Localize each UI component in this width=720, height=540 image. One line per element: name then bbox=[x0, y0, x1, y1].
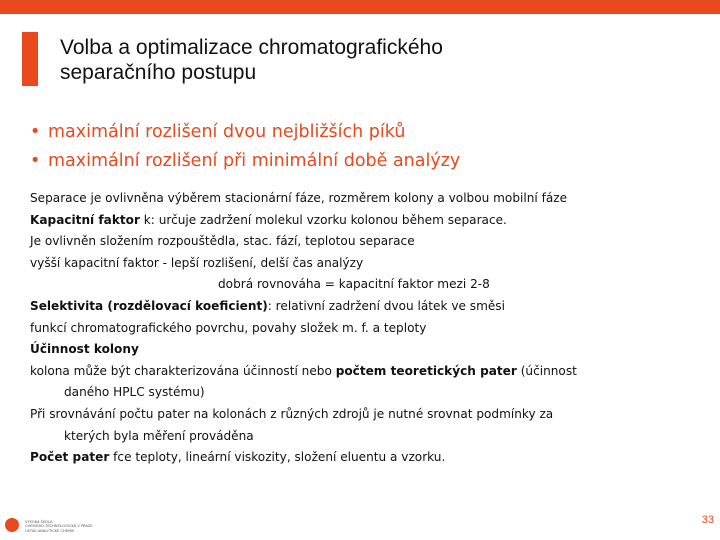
term-selectivity: Selektivita (rozdělovací koeficient) bbox=[30, 298, 268, 313]
title-accent-bar bbox=[22, 32, 38, 86]
footer-logo bbox=[5, 517, 125, 537]
term-plate-count: Počet pater bbox=[30, 450, 110, 465]
bullet-list bbox=[30, 118, 710, 176]
slide-title-line-1: Volba a optimalizace chromatografického bbox=[60, 36, 443, 59]
slide-title bbox=[60, 35, 700, 85]
logo-icon bbox=[5, 518, 19, 532]
bullet-text: maximální rozlišení dvou nejbližších píků bbox=[48, 122, 406, 142]
bullet-icon: • bbox=[30, 151, 41, 171]
logo-text bbox=[25, 520, 93, 533]
page-number: 33 bbox=[701, 514, 714, 526]
slide-title-line-2: separačního postupu bbox=[60, 61, 257, 84]
term-column-efficiency: Účinnost kolony bbox=[30, 342, 139, 357]
logo-text-line: ÚSTAV ANALYTICKÉ CHEMIE bbox=[25, 528, 75, 533]
term-theoretical-plates: počtem teoretických pater bbox=[335, 363, 517, 378]
bullet-item bbox=[30, 147, 710, 176]
logo-text-line: CHEMICKO-TECHNOLOGICKÁ V PRAZE bbox=[25, 524, 93, 529]
top-accent-bar bbox=[0, 0, 720, 14]
bullet-item bbox=[30, 118, 710, 147]
body-line: Separace je ovlivněna výběrem stacionární fáze, rozměrem kolony a volbou mobilní fáze bbox=[30, 191, 568, 205]
body-line bbox=[30, 447, 715, 469]
term-capacity-factor: Kapacitní faktor bbox=[30, 212, 140, 227]
body-line-text: k: určuje zadržení molekul vzorku kolonou během separace. bbox=[139, 212, 507, 227]
body-line bbox=[30, 210, 715, 232]
logo-text-line: VYSOKÁ ŠKOLA bbox=[25, 520, 53, 524]
body-line-text: (účinnost bbox=[516, 363, 577, 378]
body-line bbox=[30, 339, 715, 361]
body-line: Při srovnávání počtu pater na kolonách z různých zdrojů je nutné srovnat podmínky za bbox=[30, 406, 554, 421]
bullet-text: maximální rozlišení při minimální době analýzy bbox=[48, 151, 461, 171]
body-line: kterých byla měření prováděna bbox=[64, 428, 254, 443]
body-line-text: kolona může být charakterizována účinností nebo bbox=[30, 363, 336, 378]
body-line: funkcí chromatografického povrchu, povahy složek m. f. a teploty bbox=[30, 320, 427, 335]
body-line: daného HPLC systému) bbox=[64, 385, 205, 400]
body-line bbox=[30, 361, 715, 383]
body-line: Je ovlivněn složením rozpouštědla, stac. fází, teplotou separace bbox=[30, 234, 415, 249]
body-line-text: : relativní zadržení dvou látek ve směsi bbox=[267, 298, 505, 313]
body-line-text: fce teploty, lineární viskozity, složení eluentu a vzorku. bbox=[109, 450, 446, 465]
body-line bbox=[30, 296, 715, 318]
body-line: dobrá rovnováha = kapacitní faktor mezi 2-8 bbox=[218, 277, 490, 292]
body-line: vyšší kapacitní faktor - lepší rozlišení, delší čas analýzy bbox=[30, 255, 364, 270]
bullet-icon: • bbox=[30, 122, 41, 142]
body-text bbox=[30, 188, 715, 469]
